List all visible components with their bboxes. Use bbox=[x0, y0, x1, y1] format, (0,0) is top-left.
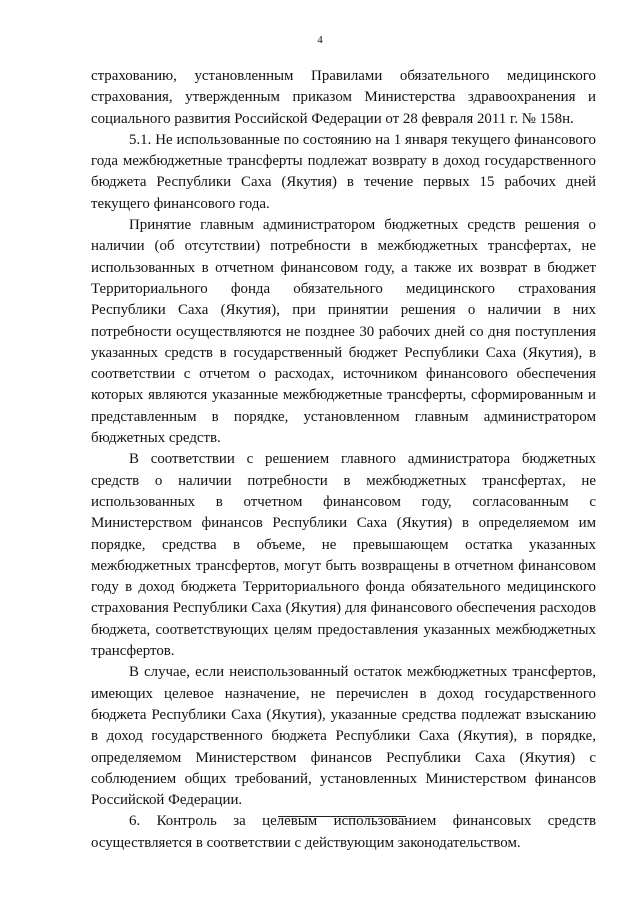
paragraph-recovery: В случае, если неиспользованный остаток межбюджетных трансфертов, имеющих целевое назначение, не перечислен в доход государственного бюджета Республики Саха (Якутия), указанные средства подлежат взысканию в доход государственного бюджета Республики Саха (Якутия), в порядке, определяемом Министерством финансов Республики Саха (Якутия) с соблюдением общих требований, установленных Министерством финансов Российской Федерации. bbox=[91, 664, 596, 809]
paragraph-continuation: страхованию, установленным Правилами обязательного медицинского страхования, утвержденным приказом Министерства здравоохранения и социального развития Российской Федерации от 28 февраля 2011 г. № 158н. bbox=[91, 68, 596, 127]
paragraph-clause-6-control: 6. Контроль за целевым использованием финансовых средств осуществляется в соответствии с действующим законодательством. bbox=[91, 813, 596, 851]
paragraph-clause-5-1: 5.1. Не использованные по состоянию на 1 января текущего финансового года межбюджетные трансферты подлежат возврату в доход государственного бюджета Республики Саха (Якутия) в течение первых 15 рабочих дней текущего финансового года. bbox=[91, 131, 596, 212]
document-body bbox=[91, 66, 596, 854]
paragraph-return-to-budget: В соответствии с решением главного администратора бюджетных средств о наличии потребности в межбюджетных трансфертах, не использованных в отчетном финансовом году, согласованным с Министерством финансов Республики Саха (Якутия) в определяемом им порядке, средства в объеме, не превышающем остатка указанных межбюджетных трансфертов, могут быть возвращены в отчетном финансовом году в доход бюджета Территориального фонда обязательного медицинского страхования Республики Саха (Якутия) для финансового обеспечения расходов бюджета, соответствующих целям предоставления указанных межбюджетных трансфертов. bbox=[91, 451, 596, 660]
paragraph-decision-on-need: Принятие главным администратором бюджетных средств решения о наличии (об отсутствии) потребности в межбюджетных трансфертах, не использованных в отчетном финансовом году, а также их возврат в бюджет Территориального фонда обязательного медицинского страхования Республики Саха (Якутия), при принятии решения о наличии в них потребности осуществляются не позднее 30 рабочих дней со дня поступления указанных средств в государственный бюджет Республики Саха (Якутия), в соответствии с отчетом о расходах, источником финансового обеспечения которых являются указанные межбюджетные трансферты, сформированным и представленным в порядке, установленном главным администратором бюджетных средств. bbox=[91, 217, 596, 447]
closing-separator-line bbox=[278, 816, 406, 817]
page-number: 4 bbox=[317, 34, 323, 46]
